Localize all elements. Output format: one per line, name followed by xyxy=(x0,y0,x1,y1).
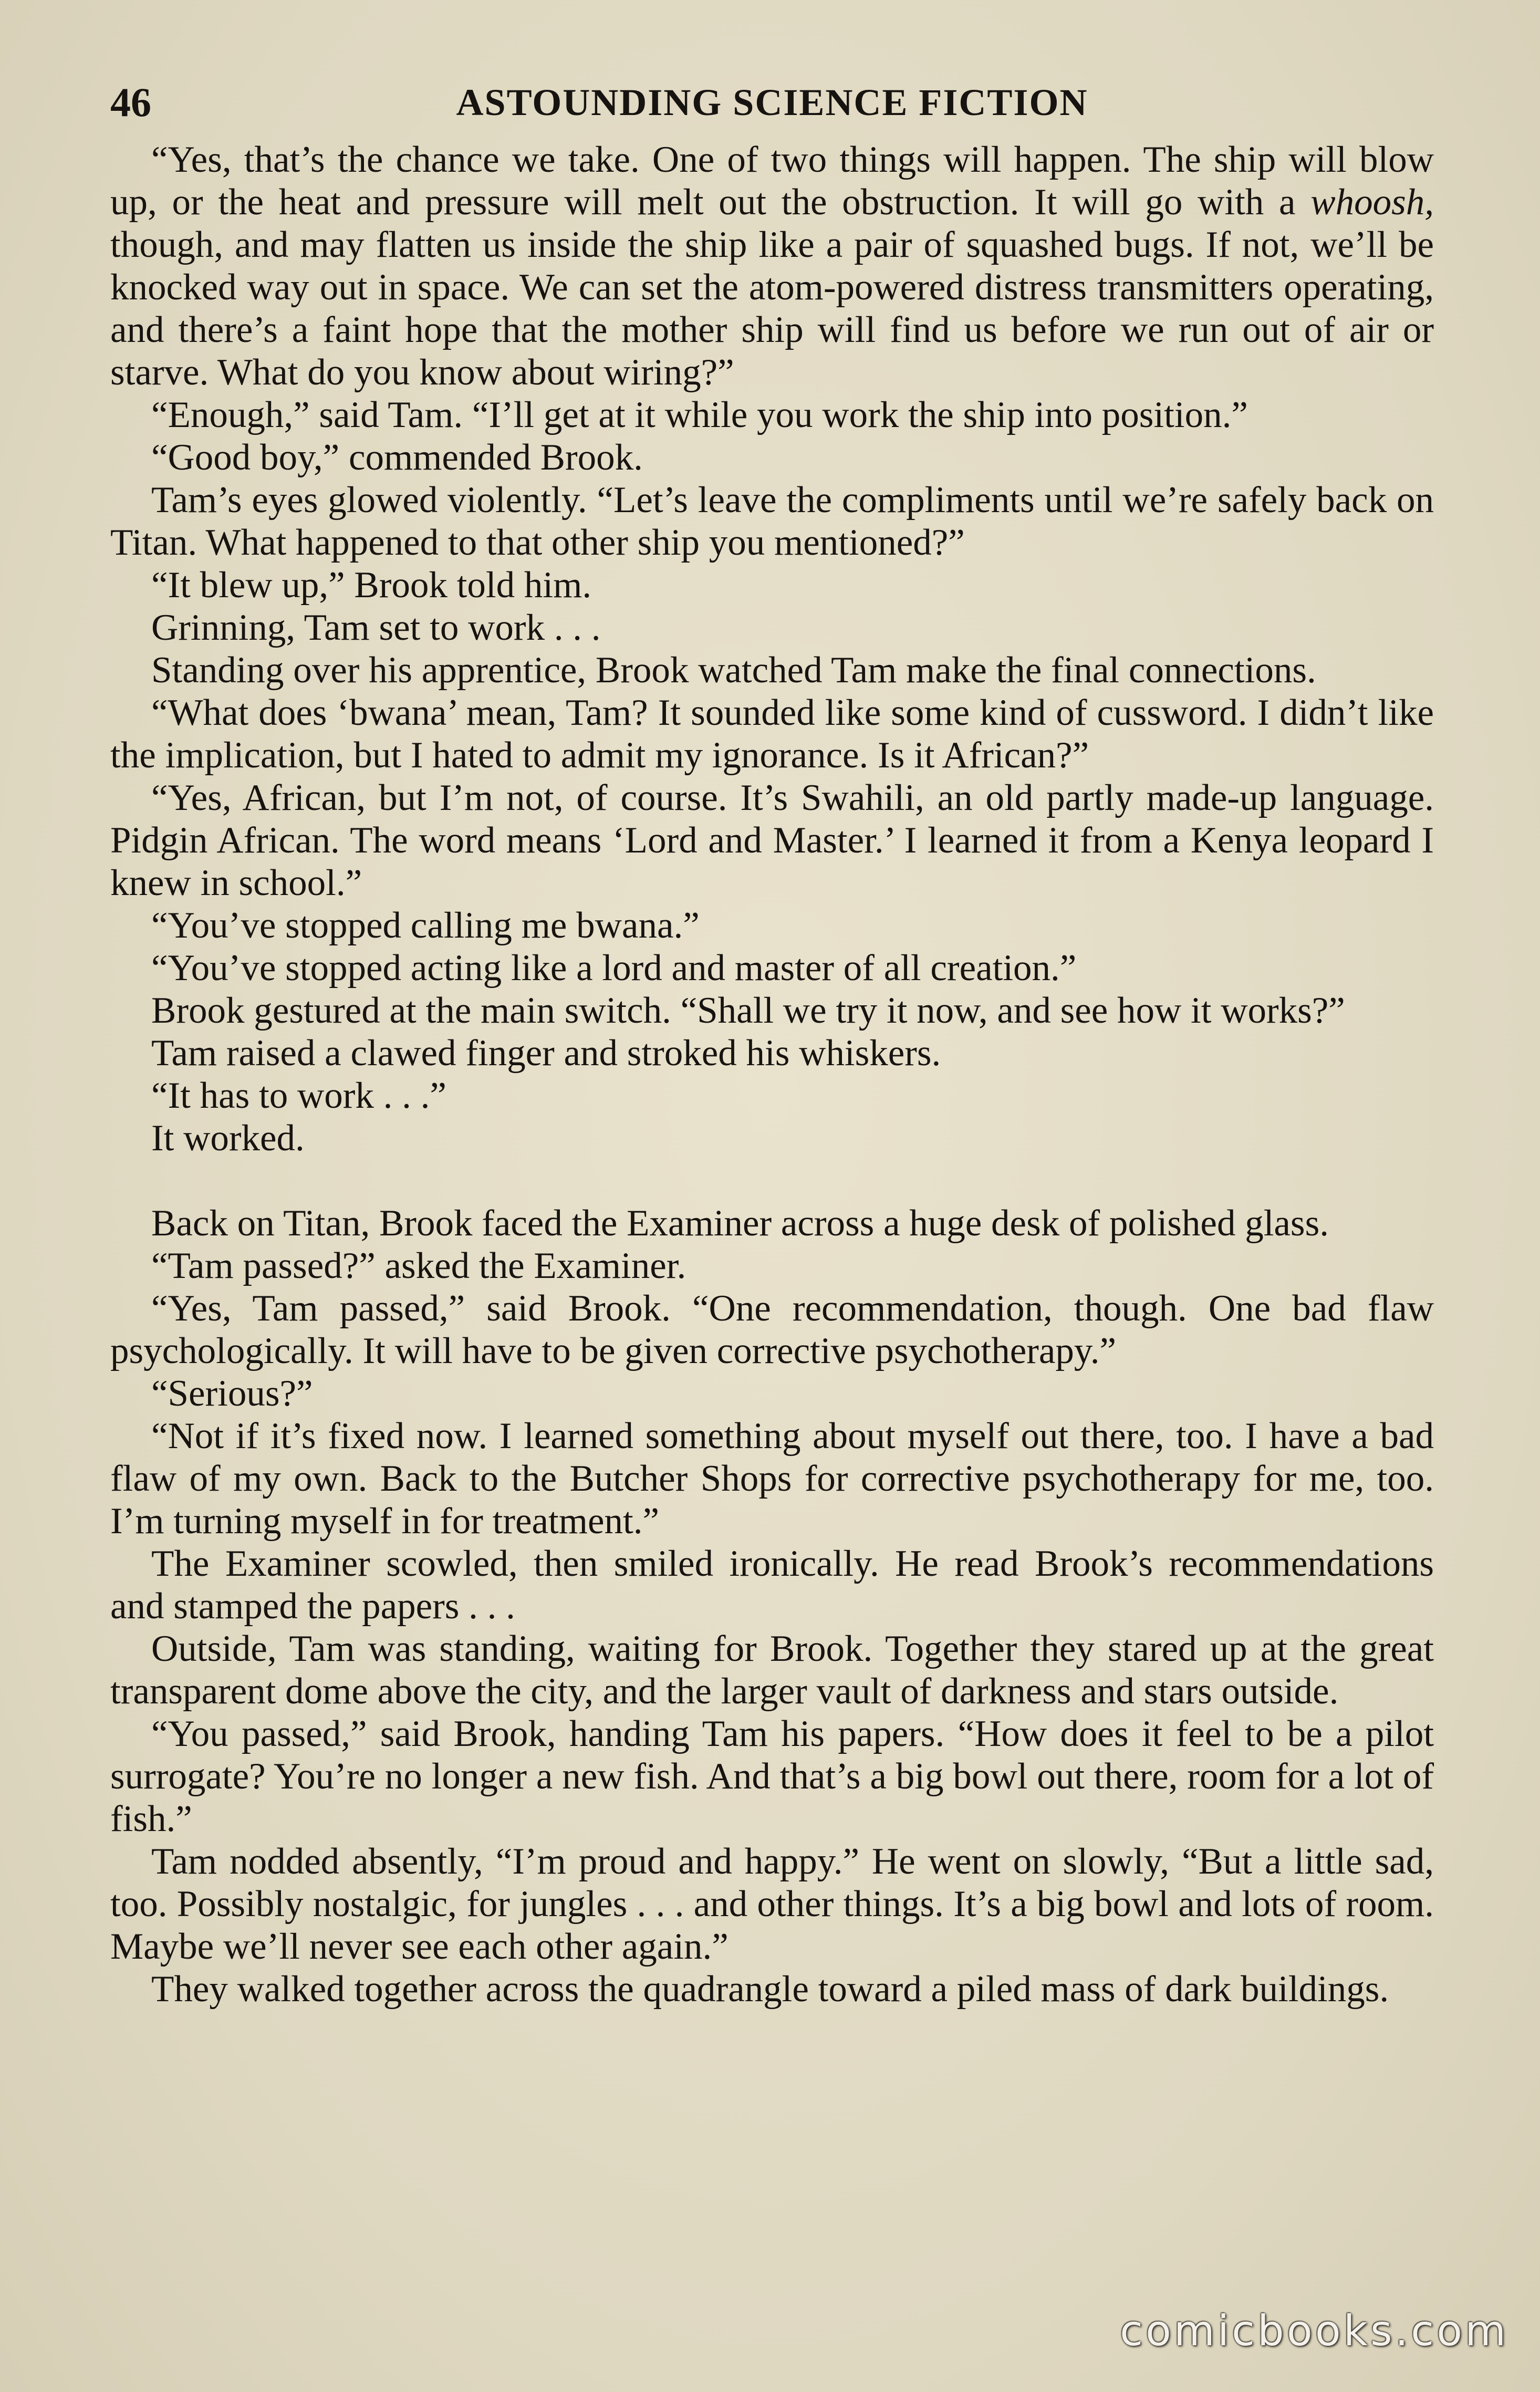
paragraph: They walked together across the quadrangle toward a piled mass of dark buildings. xyxy=(151,1969,1389,2010)
paragraph: Tam nodded absently, “I’m proud and happy.” He went on slowly, “But a little sad, too. Possibly nostalgic, for jungles . . . and other things. It’s a big bowl and lots of room. Maybe we’ll never see each other again.” xyxy=(110,1841,1434,1967)
site-watermark: comicbooks.com xyxy=(1119,2306,1508,2355)
paragraph: Outside, Tam was standing, waiting for Brook. Together they stared up at the great transparent dome above the city, and the larger vault of darkness and stars outside. xyxy=(110,1628,1434,1712)
page-header xyxy=(110,74,1434,131)
paragraph: “What does ‘bwana’ mean, Tam? It sounded like some kind of cussword. I didn’t like the implication, but I hated to admit my ignorance. Is it African?” xyxy=(110,692,1434,776)
paragraph: “You passed,” said Brook, handing Tam his papers. “How does it feel to be a pilot surrogate? You’re no longer a new fish. And that’s a big bowl out there, room for a lot of fish.” xyxy=(110,1713,1434,1839)
paragraph: “You’ve stopped calling me bwana.” xyxy=(151,905,700,946)
running-title: ASTOUNDING SCIENCE FICTION xyxy=(456,81,1088,123)
paragraph: Tam’s eyes glowed violently. “Let’s leave the compliments until we’re safely back on Titan. What happened to that other ship you mentioned?” xyxy=(110,480,1434,563)
paragraph: It worked. xyxy=(151,1118,305,1159)
book-page xyxy=(110,74,1434,2295)
paragraph: “Yes, Tam passed,” said Brook. “One recommendation, though. One bad flaw psychologically. It will have to be given corrective psychotherapy.” xyxy=(110,1288,1434,1371)
paragraph: “Enough,” said Tam. “I’ll get at it while you work the ship into position.” xyxy=(151,394,1248,435)
paragraph: “Yes, African, but I’m not, of course. It’s Swahili, an old partly made-up language. Pidgin African. The word means ‘Lord and Master.’ I learned it from a Kenya leopard I knew in school.” xyxy=(110,777,1434,903)
paragraph: “Not if it’s fixed now. I learned something about myself out there, too. I have a bad flaw of my own. Back to the Butcher Shops for corrective psychotherapy for me, too. I’m turning myself in for treatment.” xyxy=(110,1416,1434,1542)
paragraph: Back on Titan, Brook faced the Examiner across a huge desk of polished glass. xyxy=(151,1203,1329,1244)
paragraph: “Good boy,” commended Brook. xyxy=(151,437,643,478)
paragraph: Grinning, Tam set to work . . . xyxy=(151,607,601,648)
emphasis: whoosh, xyxy=(1310,182,1434,223)
story-text xyxy=(110,139,1434,2011)
page-number: 46 xyxy=(110,79,151,125)
paragraph: Brook gestured at the main switch. “Shall we try it now, and see how it works?” xyxy=(151,990,1345,1031)
paragraph: Tam raised a clawed finger and stroked his whiskers. xyxy=(151,1033,941,1074)
paragraph: “Serious?” xyxy=(151,1373,313,1414)
paragraph: “Tam passed?” asked the Examiner. xyxy=(151,1245,686,1286)
paragraph: “Yes, that’s the chance we take. One of two things will happen. The ship will blow up, or the heat and pressure will melt out the obstruction. It will go with a whoosh, though, and may flatten us inside the ship like a pair of squashed bugs. If not, we’ll be knocked way out in space. We can set the atom-powered distress transmitters operating, and there’s a faint hope that the mother ship will find us before we run out of air or starve. What do you know about wiring?” xyxy=(110,139,1434,393)
paragraph: “It has to work . . .” xyxy=(151,1075,446,1116)
paragraph: “You’ve stopped acting like a lord and master of all creation.” xyxy=(151,948,1077,989)
paragraph: “It blew up,” Brook told him. xyxy=(151,565,592,606)
paragraph: The Examiner scowled, then smiled ironically. He read Brook’s recommendations and stamped the papers . . . xyxy=(110,1543,1434,1627)
paragraph: Standing over his apprentice, Brook watched Tam make the final connections. xyxy=(151,650,1316,691)
